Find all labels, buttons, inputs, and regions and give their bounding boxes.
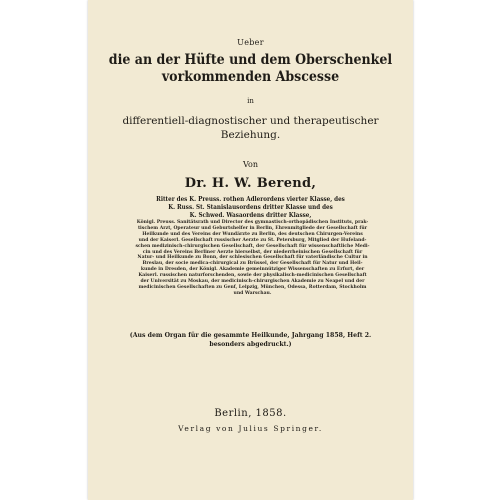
description-line: Natur- und Heilkunde zu Bonn, der schlesischen Gesellschaft für vaterländische Cultur in	[137, 255, 368, 261]
rank-line: Ritter des K. Preuss. rothen Adlerordens vierter Klasse, des	[156, 195, 345, 203]
title-line-1: die an der Hüfte und dem Oberschenkel	[108, 52, 393, 68]
description-line: Heilkunde und des Vereins der Wundärzte zu Berlin, des deutschen Chirurgen-Vereins	[142, 231, 363, 237]
title-page	[88, 0, 413, 500]
subtitle-line-2: Beziehung.	[220, 129, 281, 141]
rank-line: K. Schwed. Wasaordens dritter Klasse,	[189, 211, 312, 219]
von-text: Von	[242, 160, 258, 169]
ueber-text: Ueber	[237, 38, 264, 47]
description-line: Breslau, der socie medica-chirurgical zu Brüssel, der Gesellschaft für Natur und Heil-	[142, 261, 363, 267]
description-line: kunde in Dresden, der Königl. Akademie gemeinnütziger Wissenschaften zu Erfurt, der	[140, 267, 365, 273]
title-line-2: vorkommenden Abscesse	[161, 69, 340, 85]
subtitle-line-1: differentiell-diagnostischer und therapeutischer	[122, 115, 379, 127]
author-name: Dr. H. W. Berend,	[184, 176, 317, 191]
description-line: schen medizinisch-chirurgischen Gesellschaft, der Gesellschaft für wissenschaftliche Medi-	[135, 243, 370, 249]
description-line: Königl. Preuss. Sanitätsrath und Director des gymnastisch-orthopädischen Instituts, prak-	[136, 220, 369, 225]
description-line: der Universität zu Moskau, der medicinisch-chirurgischen Akademie zu Neapel und der	[140, 279, 365, 285]
description-line: cin und des Vereins Berliner Aerzte hierselbst, der niederrheinischen Gesellschaft für	[142, 249, 363, 255]
author-description	[120, 220, 385, 297]
description-line: tischem Arzt, Operateur und Geburtshelfer in Berlin, Ehrenmitgliede der Gesellschaft für	[137, 225, 368, 231]
description-line: und der Kaiserl. Gesellschaft russischer Aerzte zu St. Petersburg, Mitglied der Hufeland-	[138, 237, 367, 243]
description-line: Kaiserl. russischen naturforschenden, sowie der physikalisch-medicinischen Gesellschaft	[138, 273, 367, 279]
description-line: medicinischen Gesellschaften zu Genf, Leipzig, München, Odessa, Rotterdam, Stockholm	[138, 284, 367, 290]
publisher: Verlag von Julius Springer.	[178, 424, 323, 433]
city-year: Berlin, 1858.	[214, 408, 287, 419]
im-text: in	[247, 97, 254, 105]
rank-line: K. Russ. St. Stanislausordens dritter Klasse und des	[168, 203, 333, 211]
description-line: und Warschau.	[233, 290, 272, 296]
reprint-note: (Aus dem Organ für die gesammte Heilkunde, Jahrgang 1858, Heft 2. besonders abgedruckt.)	[129, 332, 372, 348]
